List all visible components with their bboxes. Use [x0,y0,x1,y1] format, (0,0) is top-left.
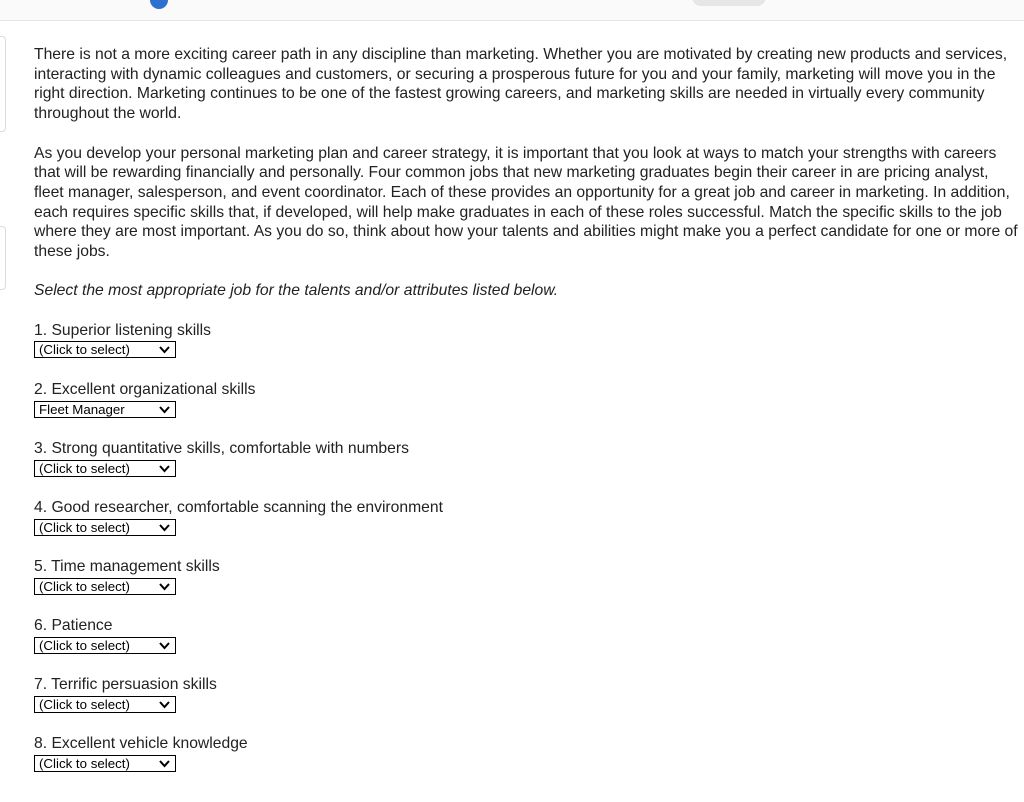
job-select[interactable] [34,519,176,536]
job-select[interactable] [34,341,176,358]
question-label: 2. Excellent organizational skills [34,380,256,398]
chevron-down-icon [158,639,171,652]
chevron-down-icon [158,403,171,416]
question-content [34,45,1018,793]
instruction-text: Select the most appropriate job for the talents and/or attributes listed below. [34,282,559,300]
chevron-down-icon [158,343,171,356]
job-select[interactable] [34,401,176,418]
intro-paragraph-1: There is not a more exciting career path in any discipline than marketing. Whether you are motivated by creating new products and services, interacting with dynamic colleagues and customers, or securing a prosperous future for you and your family, marketing will move you in the right direction. Marketing continues to be one of the fastest growing careers, and marketing skills are needed in virtually every community throughout the world. [34,46,1008,123]
question-item [34,498,1018,537]
job-select[interactable] [34,696,176,713]
job-select[interactable] [34,460,176,477]
chevron-down-icon [158,580,171,593]
question-item [34,734,1018,773]
job-select[interactable] [34,755,176,772]
top-toolbar [0,0,1024,21]
select-value: (Click to select) [39,578,130,594]
question-label: 8. Excellent vehicle knowledge [34,735,248,753]
chevron-down-icon [158,462,171,475]
toolbar-button[interactable] [692,0,766,6]
select-value: (Click to select) [39,756,130,772]
question-item [34,557,1018,596]
help-icon[interactable] [150,0,168,9]
question-label: 4. Good researcher, comfortable scanning the environment [34,499,443,517]
question-item [34,439,1018,478]
select-value: (Click to select) [39,342,130,358]
chevron-down-icon [158,521,171,534]
question-label: 1. Superior listening skills [34,321,211,339]
select-value: (Click to select) [39,637,130,653]
chevron-down-icon [158,698,171,711]
intro-paragraph-2: As you develop your personal marketing plan and career strategy, it is important that you look at ways to match your strengths with careers that will be rewarding financially and personally. Four common jobs that new marketing graduates begin their career in are pricing analyst, fleet manager, salesperson, and event coordinator. Each of these provides an opportunity for a great job and career in marketing. In addition, each requires specific skills that, if developed, will help make graduates in each of these roles successful. Match the specific skills to the job where they are most important. As you do so, think about how your talents and abilities might make you a perfect candidate for one or more of these jobs. [34,144,1018,261]
select-value: (Click to select) [39,696,130,712]
job-select[interactable] [34,637,176,654]
question-label: 7. Terrific persuasion skills [34,676,217,694]
chevron-down-icon [158,757,171,770]
question-label: 5. Time management skills [34,558,220,576]
question-item [34,380,1018,419]
select-value: (Click to select) [39,519,130,535]
question-label: 3. Strong quantitative skills, comfortable with numbers [34,439,409,457]
select-value: Fleet Manager [39,401,125,417]
select-value: (Click to select) [39,460,130,476]
question-item [34,616,1018,655]
question-item [34,321,1018,360]
side-tab[interactable] [0,226,6,290]
side-tab[interactable] [0,36,6,132]
question-label: 6. Patience [34,617,113,635]
question-item [34,675,1018,714]
job-select[interactable] [34,578,176,595]
